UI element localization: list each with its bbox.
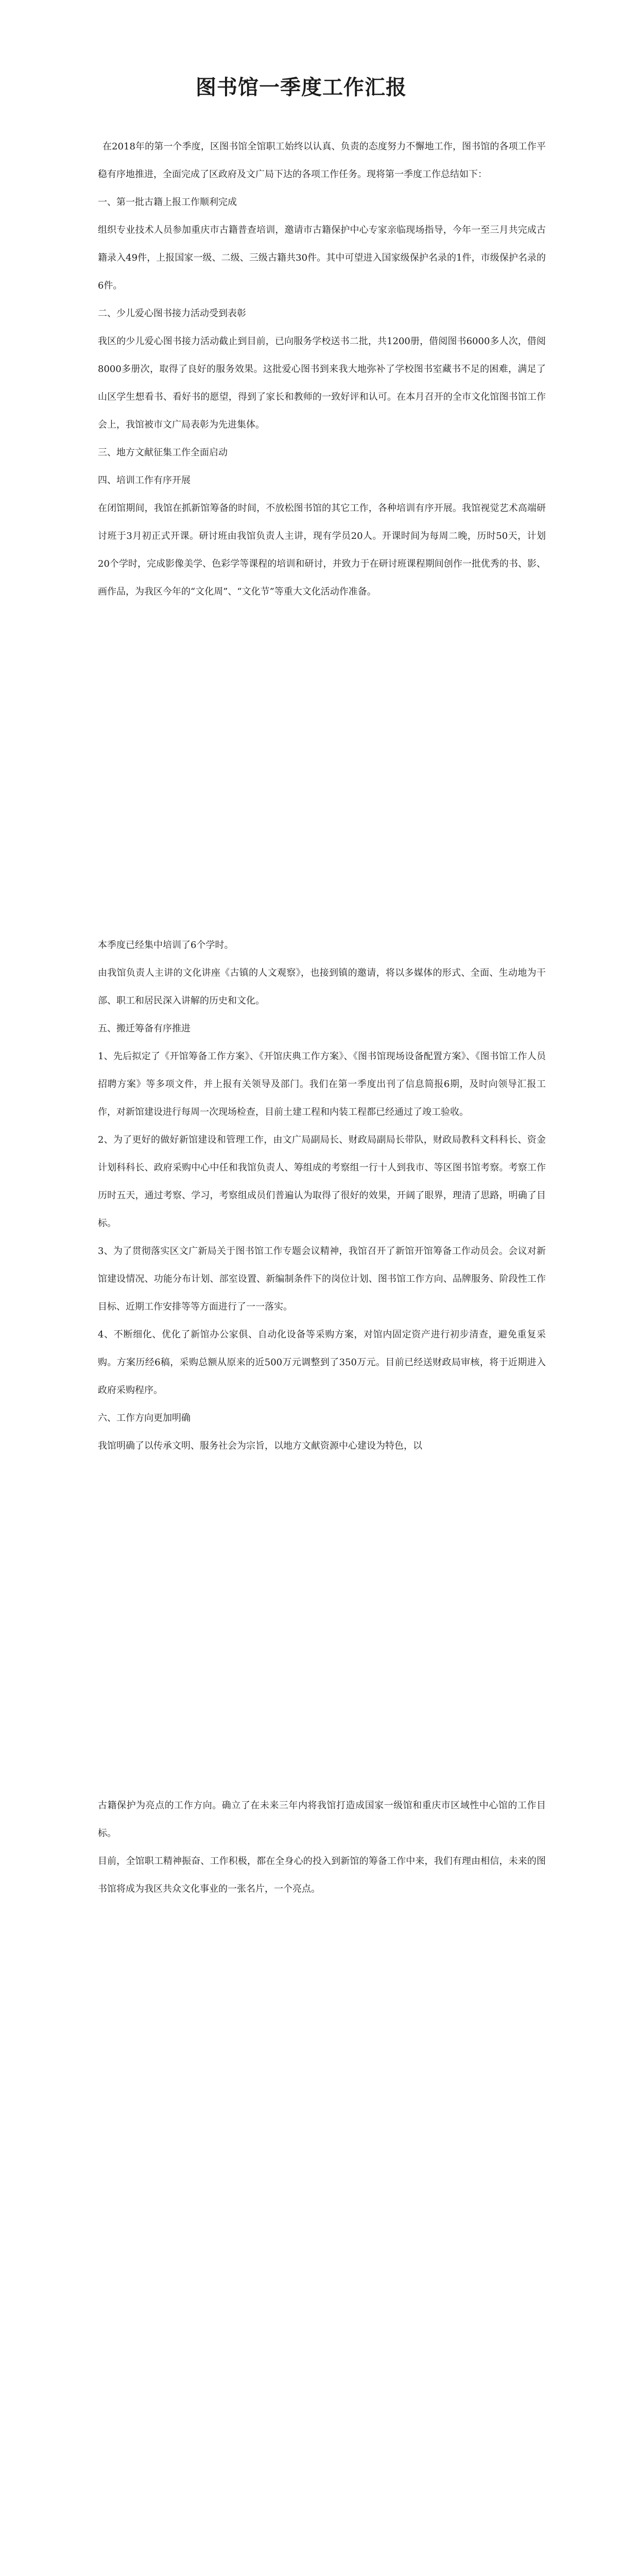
page-title: 图书馆一季度工作汇报: [196, 76, 407, 99]
section-4-body-3: 由我馆负责人主讲的文化讲座《古镇的人文观察》，也接到镇的邀请，将以多媒体的形式、全面、生动地为干部、职工和居民深入讲解的历史和文化。: [98, 968, 546, 1006]
section-6-heading: 六、工作方向更加明确: [98, 1413, 191, 1423]
section-continuation: [98, 931, 546, 1460]
section-6-body-1: 我馆明确了以传承文明、服务社会为宗旨，以地方文献资源中心建设为特色，以: [98, 1440, 422, 1451]
section-6-body-2: 目前，全馆职工精神振奋、工作积极，都在全身心的投入到新馆的筹备工作中来，我们有理由相信，未来的图书馆将成为我区共众文化事业的一张名片，一个亮点。: [98, 1856, 546, 1894]
section-5-item-2: 2、为了更好的做好新馆建设和管理工作，由文广局副局长、财政局副局长带队，财政局教科文科科长、资金计划科科长、政府采购中心中任和我馆负责人、筹组成的考察组一行十人到我市、等区图书馆考察。考察工作历时五天，通过考察、学习，考察组成员们普遍认为取得了很好的效果，开阔了眼界，理清了思路，明确了目标。: [98, 1134, 546, 1229]
section-1-body: 组织专业技术人员参加重庆市古籍普查培训，邀请市古籍保护中心专家亲临现场指导，今年一至三月共完成古籍录入49件，上报国家一级、二级、三级古籍共30件。其中可望进入国家级保护名录的1件，市级保护名录的6件。: [98, 225, 546, 291]
section-4-heading: 四、培训工作有序开展: [98, 475, 191, 486]
section-final: [98, 1792, 546, 1903]
section-5-item-1: 1、先后拟定了《开馆筹备工作方案》、《开馆庆典工作方案》、《图书馆现场设备配置方案》、《图书馆工作人员招聘方案》等多项文件，并上报有关领导及部门。我们在第一季度出刊了信息简报6期，及时向领导汇报工作，对新馆建设进行每周一次现场检查，目前土建工程和内装工程都已经通过了竣工验收。: [98, 1051, 546, 1117]
section-intro: [98, 133, 546, 606]
section-5-item-3: 3、为了贯彻落实区文广新局关于图书馆工作专题会议精神，我馆召开了新馆开馆筹备工作动员会。会议对新馆建设情况、功能分布计划、部室设置、新编制条件下的岗位计划、图书馆工作方向、品牌服务、阶段性工作目标、近期工作安排等等方面进行了一一落实。: [98, 1246, 546, 1312]
section-2-body: 我区的少儿爱心图书接力活动截止到目前，已向服务学校送书二批，共1200册，借阅图书6000多人次，借阅8000多册次，取得了良好的服务效果。这批爱心图书到来我大地弥补了学校图书室藏书不足的困难，满足了山区学生想看书、看好书的愿望，得到了家长和教师的一致好评和认可。在本月召开的全市文化馆图书馆工作会上，我馆被市文广局表彰为先进集体。: [98, 336, 546, 430]
section-6-body-1b: 古籍保护为亮点的工作方向。确立了在未来三年内将我馆打造成国家一级馆和重庆市区域性中心馆的工作目标。: [98, 1800, 546, 1839]
section-4-body-2: 本季度已经集中培训了6个学时。: [98, 940, 234, 951]
section-2-heading: 二、少儿爱心图书接力活动受到表彰: [98, 308, 246, 319]
section-1-heading: 一、第一批古籍上报工作顺利完成: [98, 197, 237, 208]
section-5-heading: 五、搬迁筹备有序推进: [98, 1023, 191, 1034]
section-5-item-4: 4、不断细化、优化了新馆办公家俱、自动化设备等采购方案，对馆内固定资产进行初步清查，避免重复采购。方案历经6稿，采购总额从原来的近500万元调整到了350万元。目前已经送财政局审核，将于近期进入政府采购程序。: [98, 1329, 546, 1396]
intro-paragraph: 在2018年的第一个季度，区图书馆全馆职工始终以认真、负责的态度努力不懈地工作，图书馆的各项工作平稳有序地推进，全面完成了区政府及文广局下达的各项工作任务。现将第一季度工作总结如下：: [98, 141, 546, 180]
section-4-body: 在闭馆期间，我馆在抓新馆筹备的时间，不放松图书馆的其它工作，各种培训有序开展。我馆视觉艺术高端研讨班于3月初正式开课。研讨班由我馆负责人主讲，现有学员20人。开课时间为每周二晚，历时50天，计划20个学时，完成影像美学、色彩学等课程的培训和研讨，并致力于在研讨班课程期间创作一批优秀的书、影、画作品，为我区今年的“文化周”、“文化节”等重大文化活动作准备。: [98, 503, 546, 597]
section-3-heading: 三、地方文献征集工作全面启动: [98, 447, 228, 458]
